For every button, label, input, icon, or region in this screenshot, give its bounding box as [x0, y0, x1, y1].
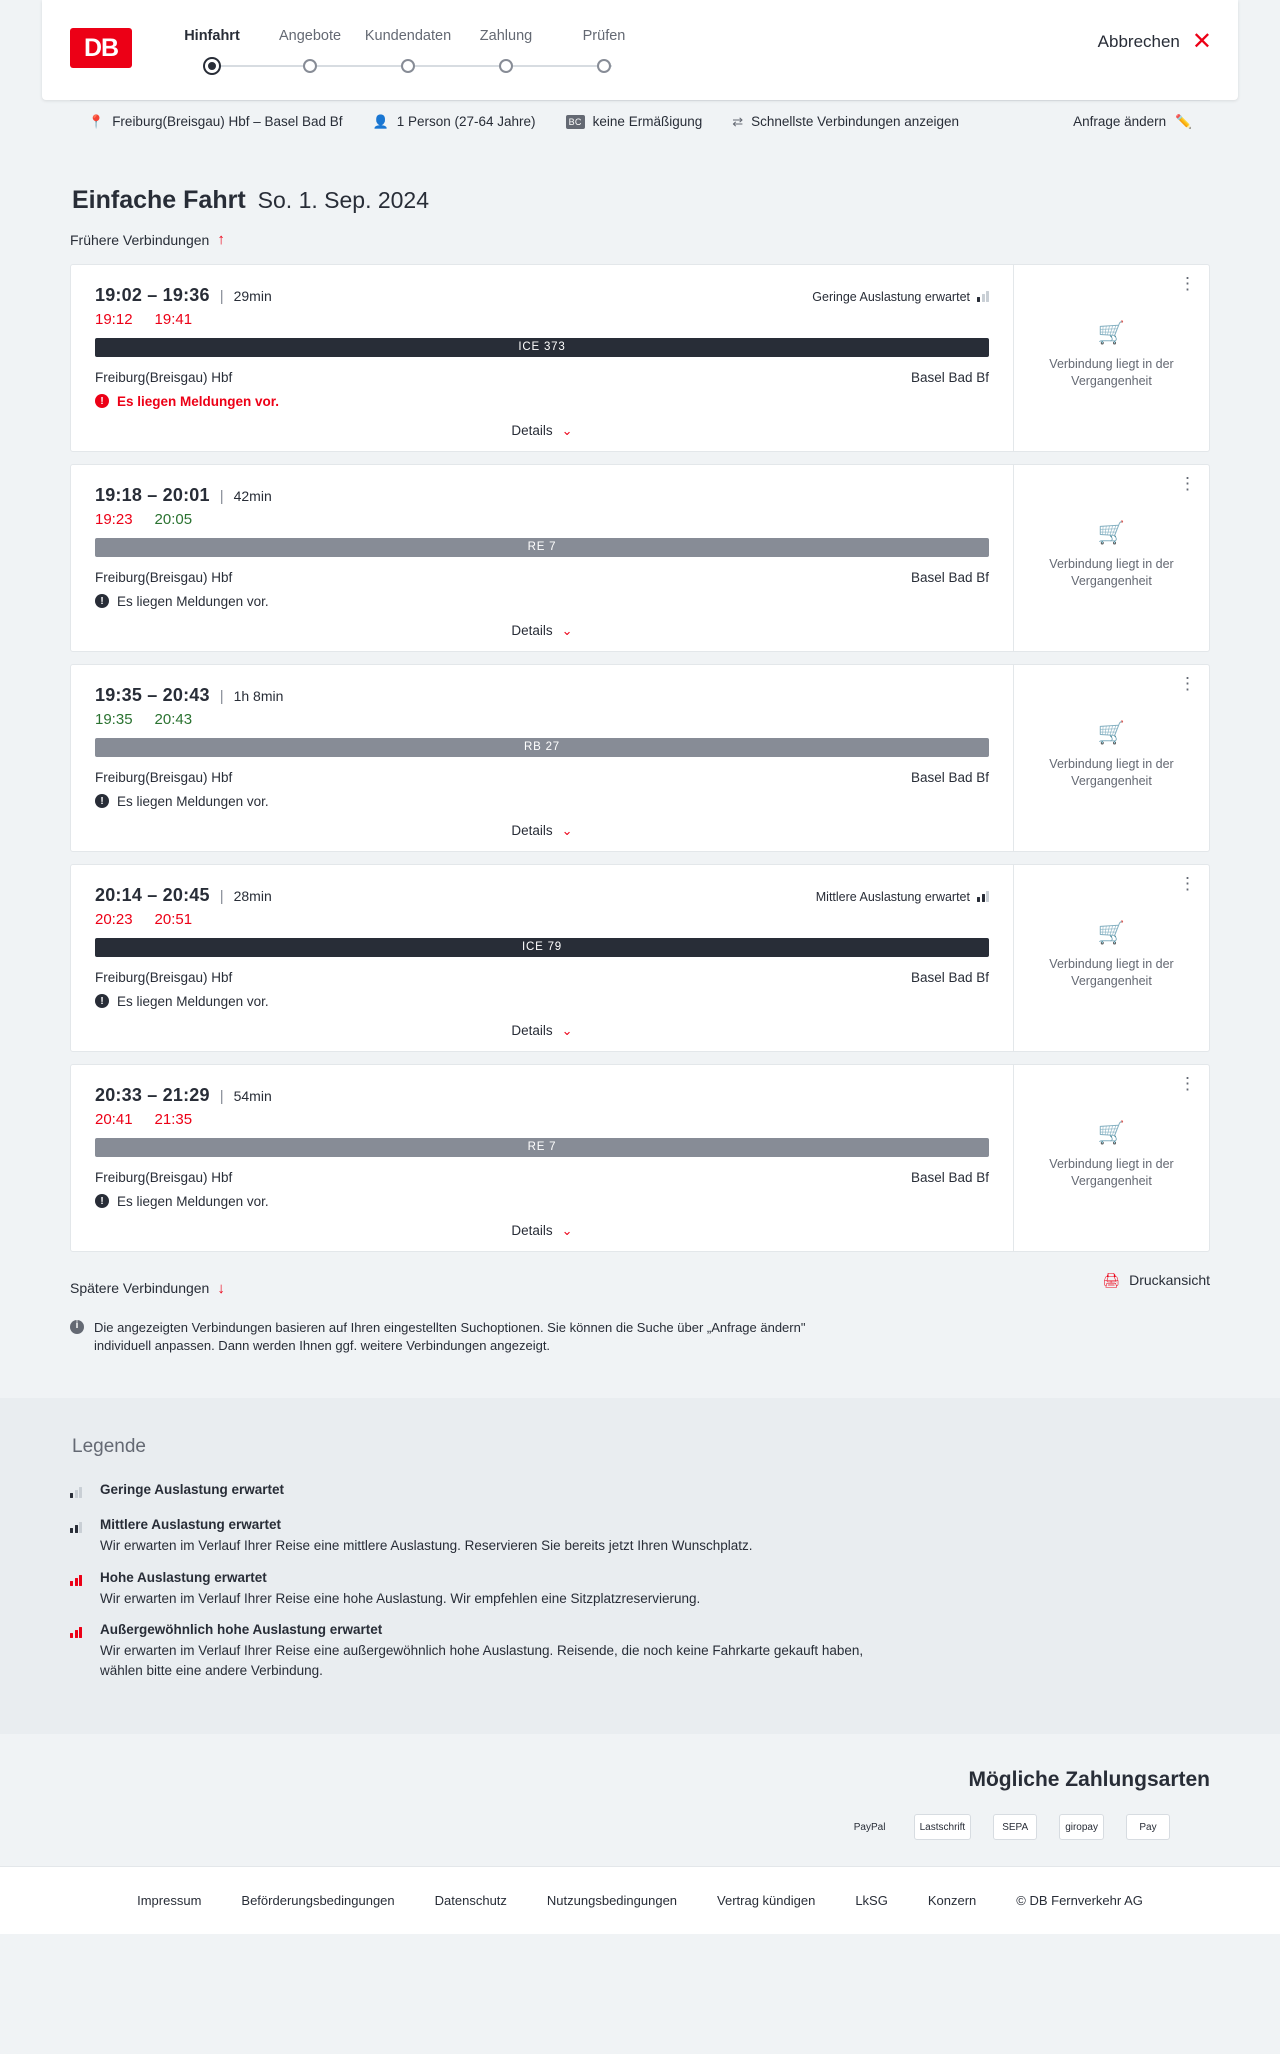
stepper-label-2[interactable]: Kundendaten: [364, 28, 452, 44]
destination-station: Basel Bad Bf: [910, 1169, 989, 1185]
connections-list: [70, 264, 1210, 1252]
origin-station: Freiburg(Breisgau) Hbf: [95, 569, 233, 585]
actual-times: [95, 311, 989, 328]
stepper-labels: [184, 28, 750, 50]
utilization-label: Mittlere Auslastung erwartet: [815, 889, 970, 904]
legend-item-desc: Wir erwarten im Verlauf Ihrer Reise eine hohe Auslastung. Wir empfehlen eine Sitzplatzreservierung.: [100, 1590, 701, 1606]
scheduled-time: 20:33 – 21:29: [95, 1084, 210, 1105]
duration-label: 28min: [233, 887, 272, 904]
actual-times: [95, 711, 989, 728]
destination-station: Basel Bad Bf: [910, 769, 989, 785]
connection-offer-panel: [1013, 865, 1209, 1051]
legend-item-title: Außergewöhnlich hohe Auslastung erwartet: [100, 1622, 383, 1638]
utilization-bars-icon: [70, 1522, 82, 1533]
actual-departure-time: 19:35: [95, 710, 133, 728]
legend-item-desc: Wir erwarten im Verlauf Ihrer Reise eine außergewöhnlich hohe Auslastung. Reisende, die noch keine Fahrkarte gekauft haben, wählen bitte eine andere Verbindung.: [100, 1643, 864, 1678]
connection-times: [95, 485, 989, 506]
more-options-icon[interactable]: ⋮: [1179, 1073, 1197, 1093]
payment-method-lastschrift: Lastschrift: [914, 1814, 972, 1840]
alert-icon: !: [95, 1194, 109, 1208]
main-content: [70, 142, 1210, 1398]
details-label: Details: [511, 823, 553, 838]
change-request-label: Anfrage ändern: [1073, 114, 1167, 129]
shopping-cart-icon: 🛒: [1097, 1119, 1126, 1145]
station-row: [95, 770, 989, 785]
summary-discount[interactable]: [566, 114, 703, 129]
origin-station: Freiburg(Breisgau) Hbf: [95, 1169, 233, 1185]
payments-section: [0, 1734, 1280, 1866]
actual-arrival-time: 19:41: [154, 310, 193, 328]
footer-link[interactable]: Beförderungsbedingungen: [241, 1893, 395, 1909]
change-request-button[interactable]: [1073, 114, 1192, 130]
legend-item-desc: Wir erwarten im Verlauf Ihrer Reise eine mittlere Auslastung. Reservieren Sie bereits jetzt Ihren Wunschplatz.: [100, 1538, 753, 1554]
connection-message-label: Es liegen Meldungen vor.: [117, 393, 280, 409]
station-row: [95, 970, 989, 985]
train-line-bar[interactable]: ICE 79: [95, 938, 989, 957]
earlier-connections-label: Frühere Verbindungen: [70, 231, 210, 248]
connection-details: [71, 1065, 1013, 1251]
connection-message[interactable]: [95, 1194, 989, 1209]
later-connections-button[interactable]: [70, 1280, 225, 1297]
utilization-bars-icon: [70, 1487, 82, 1498]
summary-option-label: Schnellste Verbindungen anzeigen: [751, 114, 960, 129]
connection-times: [95, 685, 989, 706]
legend-item-title: Hohe Auslastung erwartet: [100, 1569, 267, 1585]
footer-link[interactable]: Nutzungsbedingungen: [546, 1893, 678, 1909]
cancel-button[interactable]: [1098, 30, 1212, 54]
duration-label: 1h 8min: [233, 687, 284, 704]
checkout-stepper: [184, 28, 750, 78]
utilization-bars-icon: [977, 291, 989, 302]
scheduled-time: 19:02 – 19:36: [95, 284, 210, 305]
more-options-icon[interactable]: ⋮: [1179, 873, 1197, 893]
details-toggle[interactable]: [95, 823, 989, 851]
payment-icons: [70, 1814, 1210, 1840]
page-title-date: So. 1. Sep. 2024: [257, 187, 430, 213]
train-line-bar[interactable]: RE 7: [95, 1138, 989, 1157]
footer-links: [70, 1893, 1210, 1908]
footer-link[interactable]: Impressum: [137, 1893, 202, 1909]
legend-item-title: Geringe Auslastung erwartet: [100, 1482, 285, 1498]
search-note: [70, 1319, 860, 1399]
earlier-connections-button[interactable]: [70, 231, 225, 248]
actual-departure-time: 20:23: [95, 910, 133, 928]
close-icon[interactable]: ✕: [1191, 28, 1212, 55]
utilization-bars-icon: [70, 1627, 82, 1638]
app-header: [42, 0, 1238, 100]
time-separator: |: [219, 887, 224, 905]
stepper-dot-0[interactable]: [208, 62, 216, 70]
connection-message[interactable]: [95, 794, 989, 809]
filter-icon: ⇄: [732, 113, 744, 129]
legend-utilization-icon: [70, 1622, 88, 1680]
connection-times: [95, 285, 989, 306]
summary-option[interactable]: [732, 114, 959, 130]
utilization-label: Geringe Auslastung erwartet: [812, 289, 970, 304]
summary-route-label: Freiburg(Breisgau) Hbf – Basel Bad Bf: [112, 114, 343, 129]
origin-station: Freiburg(Breisgau) Hbf: [95, 969, 233, 985]
duration-label: 42min: [233, 487, 272, 504]
chevron-down-icon: ⌄: [561, 1222, 573, 1238]
time-separator: |: [219, 687, 224, 705]
scheduled-time: 19:35 – 20:43: [95, 684, 210, 705]
later-row: [70, 1264, 1210, 1297]
search-note-text: Die angezeigten Verbindungen basieren auf Ihren eingestellten Suchoptionen. Sie können die Suche über „Anfrage ändern" individuell anpassen. Dann werden Ihnen ggf. weitere Verbindungen angezeigt.: [94, 1319, 806, 1354]
alert-icon: !: [95, 594, 109, 608]
connection-card[interactable]: [70, 1064, 1210, 1252]
station-row: [95, 570, 989, 585]
connection-offer-panel: [1013, 265, 1209, 451]
legend-item: [70, 1622, 1210, 1680]
shopping-cart-icon: 🛒: [1097, 519, 1126, 545]
past-connection-note: Verbindung liegt in der Vergangenheit: [1049, 556, 1174, 588]
alert-icon: !: [95, 794, 109, 808]
destination-station: Basel Bad Bf: [910, 369, 989, 385]
alert-icon: !: [95, 394, 109, 408]
page-title: [70, 186, 1210, 215]
stepper-label-4[interactable]: Prüfen: [582, 28, 626, 44]
connection-offer-panel: [1013, 1065, 1209, 1251]
time-separator: |: [219, 287, 224, 305]
connection-card[interactable]: [70, 464, 1210, 652]
time-separator: |: [219, 487, 224, 505]
details-label: Details: [511, 1223, 553, 1238]
print-view-label: Druckansicht: [1129, 1272, 1210, 1288]
summary-passengers[interactable]: [373, 114, 536, 130]
later-connections-label: Spätere Verbindungen: [70, 1280, 210, 1296]
actual-arrival-time: 20:05: [154, 510, 193, 528]
payment-method-sepa: SEPA: [993, 1814, 1037, 1840]
actual-arrival-time: 21:35: [154, 1110, 193, 1128]
duration-label: 54min: [233, 1087, 272, 1104]
summary-discount-label: keine Ermäßigung: [592, 114, 703, 129]
connection-offer-panel: [1013, 665, 1209, 851]
chevron-down-icon: ⌄: [561, 622, 573, 638]
connection-times: [95, 885, 989, 906]
legend-utilization-icon: [70, 1570, 88, 1609]
payment-method-paypal: PayPal: [853, 1821, 886, 1833]
legend-utilization-icon: [70, 1482, 88, 1503]
train-line-bar[interactable]: RB 27: [95, 738, 989, 757]
details-toggle[interactable]: [95, 1223, 989, 1251]
connection-message[interactable]: [95, 994, 989, 1009]
actual-times: [95, 911, 989, 928]
page-footer: [0, 1866, 1280, 1934]
connection-message[interactable]: [95, 394, 989, 409]
shopping-cart-icon: 🛒: [1097, 719, 1126, 745]
connection-details: [71, 265, 1013, 451]
train-line-bar[interactable]: ICE 373: [95, 338, 989, 357]
footer-link[interactable]: Vertrag kündigen: [717, 1893, 816, 1909]
stepper-label-1[interactable]: Angebote: [278, 28, 342, 44]
actual-times: [95, 511, 989, 528]
payments-title: Mögliche Zahlungsarten: [968, 1768, 1210, 1792]
payment-method-giropay: giropay: [1059, 1814, 1104, 1840]
footer-link[interactable]: Datenschutz: [434, 1893, 507, 1909]
stepper-dot-1[interactable]: [303, 59, 317, 73]
alert-icon: !: [95, 994, 109, 1008]
destination-station: Basel Bad Bf: [910, 569, 989, 585]
more-options-icon[interactable]: ⋮: [1179, 673, 1197, 693]
connection-details: [71, 465, 1013, 651]
stepper-dot-3[interactable]: [499, 59, 513, 73]
more-options-icon[interactable]: ⋮: [1179, 273, 1197, 293]
bahncard-icon: BC: [566, 115, 585, 129]
summary-route[interactable]: [88, 114, 343, 130]
search-summary-bar: [70, 100, 1210, 142]
connection-card[interactable]: [70, 264, 1210, 452]
station-row: [95, 370, 989, 385]
past-connection-note: Verbindung liegt in der Vergangenheit: [1049, 356, 1174, 388]
train-line-bar[interactable]: RE 7: [95, 538, 989, 557]
location-pin-icon: 📍: [88, 113, 105, 129]
time-separator: |: [219, 1087, 224, 1105]
scheduled-time: 20:14 – 20:45: [95, 884, 210, 905]
legend-item: [70, 1517, 1210, 1556]
connection-message-label: Es liegen Meldungen vor.: [117, 593, 269, 609]
actual-arrival-time: 20:43: [154, 710, 193, 728]
connection-message[interactable]: [95, 594, 989, 609]
utilization-bars-icon: [70, 1575, 82, 1586]
details-toggle[interactable]: [95, 623, 989, 651]
more-options-icon[interactable]: ⋮: [1179, 473, 1197, 493]
origin-station: Freiburg(Breisgau) Hbf: [95, 769, 233, 785]
connection-details: [71, 865, 1013, 1051]
payment-method-pay: Pay: [1126, 1814, 1170, 1840]
footer-link[interactable]: Konzern: [927, 1893, 977, 1909]
shopping-cart-icon: 🛒: [1097, 919, 1126, 945]
past-connection-note: Verbindung liegt in der Vergangenheit: [1049, 1156, 1174, 1188]
legend-section: [0, 1398, 1280, 1734]
details-toggle[interactable]: [95, 1023, 989, 1051]
actual-arrival-time: 20:51: [154, 910, 193, 928]
page-title-text: Einfache Fahrt: [72, 186, 246, 214]
legend-title: Legende: [72, 1436, 146, 1458]
station-row: [95, 1170, 989, 1185]
duration-label: 29min: [233, 287, 272, 304]
past-connection-note: Verbindung liegt in der Vergangenheit: [1049, 956, 1174, 988]
stepper-dot-2[interactable]: [401, 59, 415, 73]
details-toggle[interactable]: [95, 423, 989, 451]
actual-departure-time: 19:23: [95, 510, 133, 528]
footer-copyright: © DB Fernverkehr AG: [1016, 1893, 1143, 1909]
legend-item: [70, 1482, 1210, 1503]
actual-departure-time: 20:41: [95, 1110, 133, 1128]
arrow-up-icon: ↑: [217, 231, 225, 248]
summary-passengers-label: 1 Person (27-64 Jahre): [396, 114, 536, 129]
utilization-info: [816, 890, 989, 904]
past-connection-note: Verbindung liegt in der Vergangenheit: [1049, 756, 1174, 788]
legend-utilization-icon: [70, 1517, 88, 1556]
chevron-down-icon: ⌄: [561, 1022, 573, 1038]
connection-card[interactable]: [70, 864, 1210, 1052]
connection-message-label: Es liegen Meldungen vor.: [117, 793, 269, 809]
info-icon: i: [70, 1320, 84, 1334]
scheduled-time: 19:18 – 20:01: [95, 484, 210, 505]
stepper-label-3[interactable]: Zahlung: [479, 28, 533, 44]
shopping-cart-icon: 🛒: [1097, 319, 1126, 345]
details-label: Details: [511, 1023, 553, 1038]
destination-station: Basel Bad Bf: [910, 969, 989, 985]
footer-link[interactable]: LkSG: [855, 1893, 888, 1909]
stepper-dot-4[interactable]: [597, 59, 611, 73]
print-view-button[interactable]: [1102, 1272, 1210, 1289]
arrow-down-icon: ↓: [217, 1279, 225, 1297]
legend-items: [70, 1482, 1210, 1680]
utilization-info: [812, 290, 989, 304]
legend-item: [70, 1570, 1210, 1609]
db-logo: DB: [70, 28, 132, 68]
printer-icon: 🖨: [1102, 1271, 1121, 1288]
connection-details: [71, 665, 1013, 851]
legend-item-title: Mittlere Auslastung erwartet: [100, 1517, 282, 1533]
cancel-label: Abbrechen: [1097, 32, 1180, 51]
details-label: Details: [511, 623, 553, 638]
pencil-icon[interactable]: ✏️: [1175, 113, 1192, 129]
chevron-down-icon: ⌄: [561, 422, 573, 438]
origin-station: Freiburg(Breisgau) Hbf: [95, 369, 233, 385]
actual-times: [95, 1111, 989, 1128]
chevron-down-icon: ⌄: [561, 822, 573, 838]
details-label: Details: [511, 423, 553, 438]
connection-message-label: Es liegen Meldungen vor.: [117, 993, 269, 1009]
connection-card[interactable]: [70, 664, 1210, 852]
connection-message-label: Es liegen Meldungen vor.: [117, 1193, 269, 1209]
actual-departure-time: 19:12: [95, 310, 133, 328]
stepper-label-0[interactable]: Hinfahrt: [184, 28, 240, 44]
connection-offer-panel: [1013, 465, 1209, 651]
person-icon: 👤: [372, 113, 389, 129]
utilization-bars-icon: [977, 891, 989, 902]
connection-times: [95, 1085, 989, 1106]
